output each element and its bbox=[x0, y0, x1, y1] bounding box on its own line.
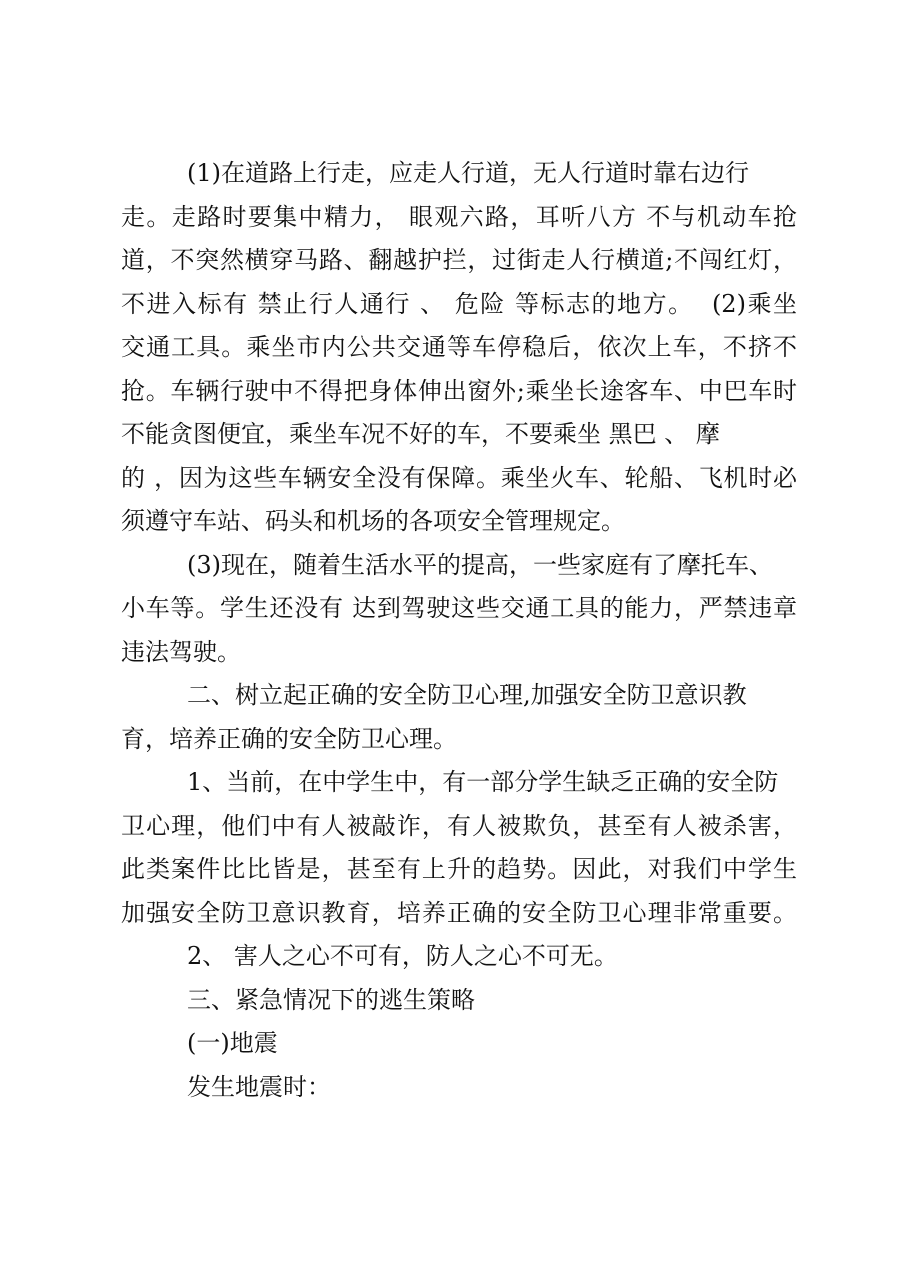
text-line: 不进入标有 禁止行人通行 、 危险 等标志的地方。 (2)乘坐 bbox=[121, 289, 797, 318]
text-line: 加强安全防卫意识教育，培养正确的安全防卫心理非常重要。 bbox=[121, 898, 797, 927]
section-heading: 三、紧急情况下的逃生策略 bbox=[187, 985, 475, 1014]
text-line: (1)在道路上行走，应走人行道，无人行道时靠右边行 bbox=[187, 159, 749, 187]
text-line: 此类案件比比皆是，甚至有上升的趋势。因此，对我们中学生 bbox=[121, 855, 797, 883]
text-line: 抢。车辆行驶中不得把身体伸出窗外;乘坐长途客车、中巴车时 bbox=[121, 376, 797, 405]
section-heading: 二、树立起正确的安全防卫心理,加强安全防卫意识教 bbox=[187, 681, 747, 709]
text-line: 发生地震时： bbox=[187, 1072, 331, 1101]
text-line: 道，不突然横穿马路、翻越护拦，过街走人行横道;不闯红灯， bbox=[121, 246, 797, 274]
text-line: 违法驾驶。 bbox=[121, 637, 241, 666]
subsection-heading: (一)地震 bbox=[187, 1029, 278, 1057]
text-line: (3)现在，随着生活水平的提高，一些家庭有了摩托车、 bbox=[187, 550, 773, 579]
text-line: 小车等。学生还没有 达到驾驶这些交通工具的能力，严禁违章 bbox=[121, 594, 797, 622]
text-line: 走。走路时要集中精力， 眼观六路，耳听八方 不与机动车抢 bbox=[121, 202, 797, 231]
document-body bbox=[121, 152, 797, 1109]
text-line: 1、当前，在中学生中，有一部分学生缺乏正确的安全防 bbox=[187, 768, 779, 796]
text-line: 卫心理，他们中有人被敲诈，有人被欺负，甚至有人被杀害， bbox=[121, 811, 797, 840]
text-line: 2、 害人之心不可有，防人之心不可无。 bbox=[187, 942, 618, 970]
text-line: 的 ，因为这些车辆安全没有保障。乘坐火车、轮船、飞机时必 bbox=[121, 463, 797, 492]
text-line: 交通工具。乘坐市内公共交通等车停稳后，依次上车，不挤不 bbox=[121, 333, 797, 361]
text-line: 育，培养正确的安全防卫心理。 bbox=[121, 724, 457, 753]
text-line: 须遵守车站、码头和机场的各项安全管理规定。 bbox=[121, 507, 625, 535]
text-line: 不能贪图便宜，乘坐车况不好的车，不要乘坐 黑巴 、 摩 bbox=[121, 420, 720, 448]
